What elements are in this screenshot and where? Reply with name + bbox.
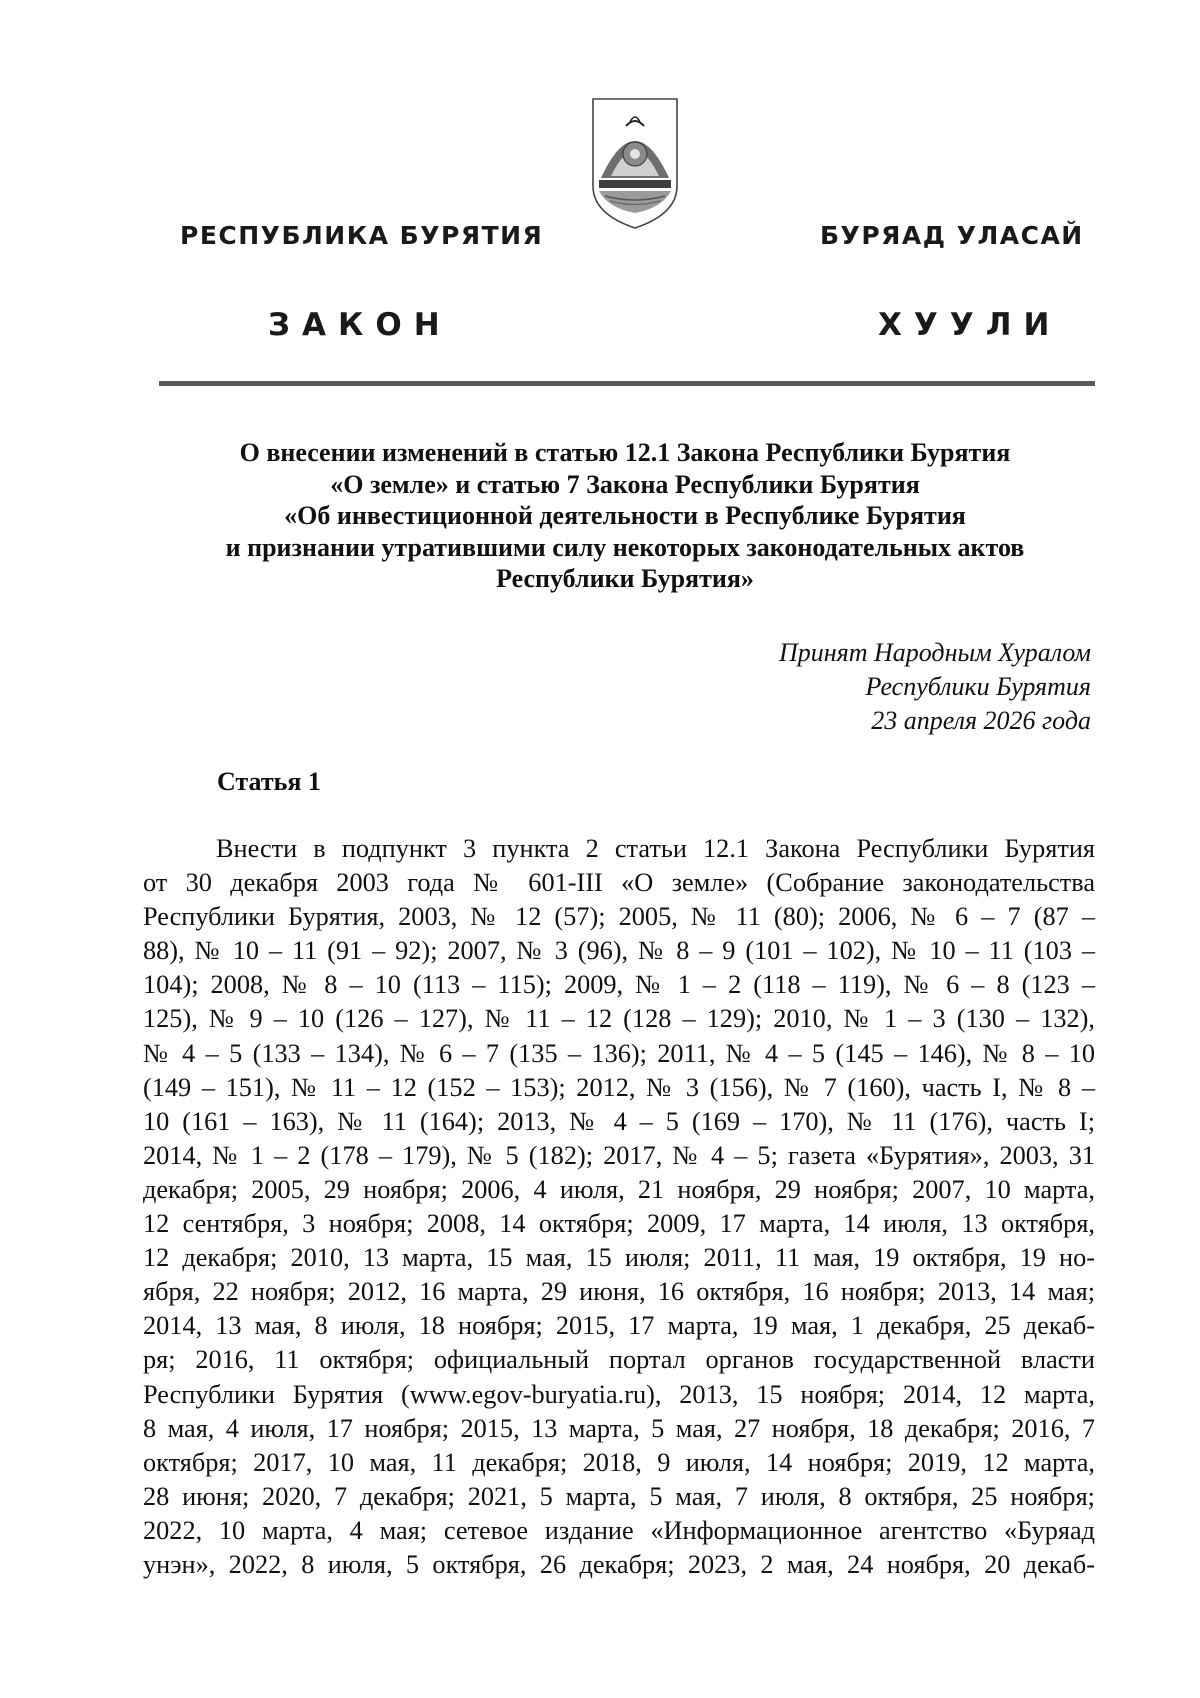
title-line: Республики Бурятия»	[496, 564, 754, 593]
document-type-russian: ЗАКОН	[268, 307, 452, 343]
body-line: 88), № 10 – 11 (91 – 92); 2007, № 3 (96), № 8 – 9 (101 – 102), № 10 – 11 (103 –	[143, 936, 1095, 966]
body-line: Республики Бурятия, 2003, № 12 (57); 2005, № 11 (80); 2006, № 6 – 7 (87 –	[143, 902, 1095, 932]
body-line: 8 мая, 4 июля, 17 ноября; 2015, 13 марта, 5 мая, 27 ноября, 18 декабря; 2016, 7	[143, 1413, 1095, 1443]
body-line: Республики Бурятия (www.egov-buryatia.ru), 2013, 15 ноября; 2014, 12 марта,	[143, 1379, 1095, 1409]
body-line: унэн», 2022, 8 июля, 5 октября, 26 декабря; 2023, 2 мая, 24 ноября, 20 декаб-	[143, 1549, 1095, 1579]
title-line: О внесении изменений в статью 12.1 Закона Республики Бурятия	[239, 438, 1011, 467]
republic-name-buryat: БУРЯАД УЛАСАЙ	[820, 221, 1084, 250]
body-line: Внести в подпункт 3 пункта 2 статьи 12.1 Закона Республики Бурятия	[216, 834, 1095, 863]
body-line: 12 декабря; 2010, 13 марта, 15 мая, 15 июля; 2011, 11 мая, 19 октября, 19 но-	[143, 1243, 1095, 1273]
document-type-buryat: ХУУЛИ	[878, 307, 1062, 343]
body-line: 2014, 13 мая, 8 июля, 18 ноября; 2015, 17 марта, 19 мая, 1 декабря, 25 декаб-	[143, 1311, 1095, 1341]
body-line: октября; 2017, 10 мая, 11 декабря; 2018, 9 июля, 14 ноября; 2019, 12 марта,	[143, 1447, 1095, 1477]
body-line: 125), № 9 – 10 (126 – 127), № 11 – 12 (128 – 129); 2010, № 1 – 3 (130 – 132),	[143, 1004, 1095, 1034]
article-body	[143, 832, 1095, 1582]
body-line: 12 сентября, 3 ноября; 2008, 14 октября; 2009, 17 марта, 14 июля, 13 октября,	[143, 1209, 1095, 1239]
title-line: и признании утратившими силу некоторых законодательных актов	[225, 532, 1025, 562]
title-line: «О земле» и статью 7 Закона Республики Бурятия	[330, 469, 920, 499]
adoption-line: Принят Народным Хуралом	[778, 638, 1091, 667]
body-line: № 4 – 5 (133 – 134), № 6 – 7 (135 – 136); 2011, № 4 – 5 (145 – 146), № 8 – 10	[143, 1038, 1095, 1068]
body-line: 2014, № 1 – 2 (178 – 179), № 5 (182); 2017, № 4 – 5; газета «Бурятия», 2003, 31	[143, 1140, 1095, 1170]
adoption-date: 23 апреля 2026 года	[871, 706, 1091, 735]
body-line: 28 июня; 2020, 7 декабря; 2021, 5 марта, 5 мая, 7 июля, 8 октября, 25 ноября;	[143, 1481, 1095, 1511]
header-divider	[159, 381, 1095, 386]
article-heading: Статья 1	[217, 767, 321, 796]
republic-name-russian: РЕСПУБЛИКА БУРЯТИЯ	[180, 221, 544, 250]
body-line: ря; 2016, 11 октября; официальный портал органов государственной власти	[143, 1345, 1095, 1375]
title-line: «Об инвестиционной деятельности в Республике Бурятия	[284, 501, 966, 530]
coat-of-arms-icon	[590, 96, 680, 231]
adoption-line: Республики Бурятия	[865, 672, 1091, 701]
body-line: ября, 22 ноября; 2012, 16 марта, 29 июня, 16 октября, 16 ноября; 2013, 14 мая;	[143, 1277, 1095, 1307]
body-line: декабря; 2005, 29 ноября; 2006, 4 июля, 21 ноября, 29 ноября; 2007, 10 марта,	[143, 1174, 1095, 1204]
adoption-note	[779, 636, 1091, 738]
body-line: 10 (161 – 163), № 11 (164); 2013, № 4 – 5 (169 – 170), № 11 (176), часть I;	[143, 1106, 1095, 1136]
law-title	[150, 437, 1100, 595]
body-line: (149 – 151), № 11 – 12 (152 – 153); 2012, № 3 (156), № 7 (160), часть I, № 8 –	[143, 1072, 1095, 1102]
body-line: 104); 2008, № 8 – 10 (113 – 115); 2009, № 1 – 2 (118 – 119), № 6 – 8 (123 –	[143, 970, 1095, 1000]
body-line: 2022, 10 марта, 4 мая; сетевое издание «Информационное агентство «Буряад	[143, 1515, 1095, 1545]
body-line: от 30 декабря 2003 года № 601-III «О земле» (Собрание законодательства	[143, 868, 1095, 898]
